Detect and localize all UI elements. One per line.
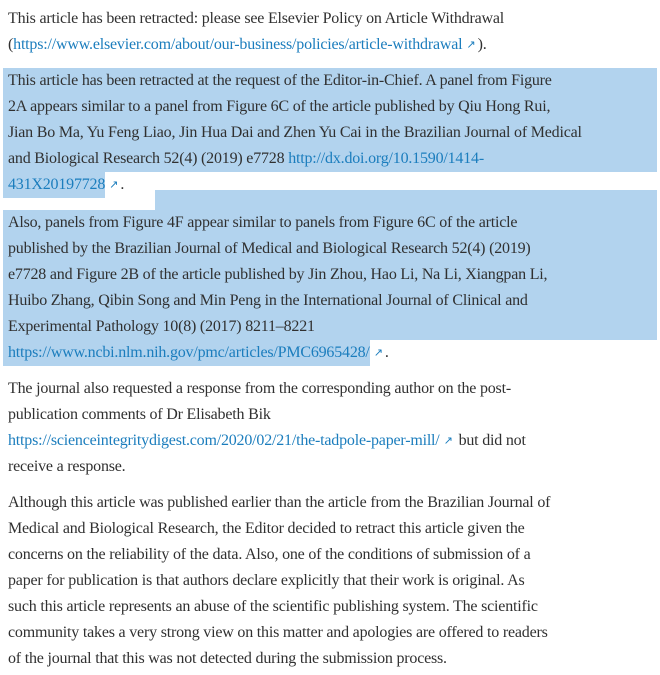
text-line	[8, 646, 652, 672]
text-segment: e7728 and Figure 2B of the article published by Jin Zhou, Hao Li, Na Li, Xiangpan Li,	[8, 266, 548, 283]
text-line	[3, 210, 657, 236]
text-segment: but did not	[454, 432, 526, 449]
text-line	[8, 542, 652, 568]
text-segment: such this article represents an abuse of the scientific publishing system. The scientific	[8, 598, 538, 615]
link-pmc-article[interactable]: https://www.ncbi.nlm.nih.gov/pmc/articles/PMC6965428/	[3, 339, 370, 366]
paragraph-retraction-reason-figure-4f	[8, 210, 652, 366]
text-line	[8, 594, 652, 620]
text-segment: ).	[477, 36, 487, 53]
paragraph-withdrawal-policy-notice	[8, 6, 652, 58]
text-segment: publication comments of Dr Elisabeth Bik	[8, 406, 271, 423]
text-segment: This article has been retracted: please see Elsevier Policy on Article Withdrawal	[8, 10, 504, 27]
external-link-icon[interactable]: ↗	[443, 434, 453, 447]
text-line	[8, 402, 652, 428]
text-line	[8, 32, 652, 58]
text-segment: paper for publication is that authors declare explicitly that their work is original. As	[8, 572, 525, 589]
text-segment: Jian Bo Ma, Yu Feng Liao, Jin Hua Dai and Zhen Yu Cai in the Brazilian Journal of Medical	[8, 124, 582, 141]
text-line	[3, 314, 657, 340]
link-doi-brazilian-journal[interactable]: 431X20197728	[3, 171, 105, 198]
text-segment: community takes a very strong view on this matter and apologies are offered to readers	[8, 624, 548, 641]
article-body	[8, 6, 652, 672]
text-line	[8, 568, 652, 594]
paragraph-editor-decision	[8, 490, 652, 672]
text-line	[3, 120, 657, 146]
text-segment: .	[384, 344, 389, 361]
text-segment: This article has been retracted at the request of the Editor-in-Chief. A panel from Figure	[8, 72, 552, 89]
link-science-integrity-digest[interactable]: https://scienceintegritydigest.com/2020/02/21/the-tadpole-paper-mill/	[8, 432, 440, 449]
text-segment: (	[8, 36, 14, 53]
text-line	[8, 376, 652, 402]
external-link-icon[interactable]: ↗	[109, 178, 119, 191]
text-line	[8, 454, 652, 480]
text-segment: Experimental Pathology 10(8) (2017) 8211–8221	[8, 318, 315, 335]
text-segment: .	[120, 176, 125, 193]
external-link-icon[interactable]: ↗	[373, 346, 383, 359]
external-link-icon[interactable]: ↗	[466, 38, 476, 51]
text-line	[3, 94, 657, 120]
text-line	[3, 236, 657, 262]
selection-highlight-band	[155, 190, 657, 210]
text-segment: The journal also requested a response from the corresponding author on the post-	[8, 380, 511, 397]
paragraph-retraction-reason-figure-2a	[8, 68, 652, 198]
text-segment: Huibo Zhang, Qibin Song and Min Peng in the International Journal of Clinical and	[8, 292, 528, 309]
link-doi-brazilian-journal[interactable]: http://dx.doi.org/10.1590/1414-	[288, 150, 484, 167]
text-line	[3, 146, 657, 172]
text-line	[8, 490, 652, 516]
text-segment: published by the Brazilian Journal of Medical and Biological Research 52(4) (2019)	[8, 240, 531, 257]
text-line	[3, 68, 657, 94]
text-segment: Also, panels from Figure 4F appear similar to panels from Figure 6C of the article	[8, 214, 518, 231]
link-elsevier-withdrawal-policy[interactable]: https://www.elsevier.com/about/our-business/policies/article-withdrawal	[13, 36, 463, 53]
text-segment: and Biological Research 52(4) (2019) e7728	[8, 150, 289, 167]
text-segment: Although this article was published earlier than the article from the Brazilian Journal of	[8, 494, 551, 511]
text-segment: Medical and Biological Research, the Editor decided to retract this article given the	[8, 520, 525, 537]
text-segment: receive a response.	[8, 458, 126, 475]
text-segment: 2A appears similar to a panel from Figure 6C of the article published by Qiu Hong Rui,	[8, 98, 551, 115]
text-segment: concerns on the reliability of the data. Also, one of the conditions of submission of a	[8, 546, 531, 563]
paragraph-author-response-request	[8, 376, 652, 480]
text-line	[3, 262, 657, 288]
text-line	[8, 6, 652, 32]
text-segment: of the journal that this was not detected during the submission process.	[8, 650, 447, 667]
text-line	[8, 340, 652, 366]
text-line	[8, 620, 652, 646]
text-line	[3, 288, 657, 314]
text-line	[8, 428, 652, 454]
text-line	[8, 516, 652, 542]
